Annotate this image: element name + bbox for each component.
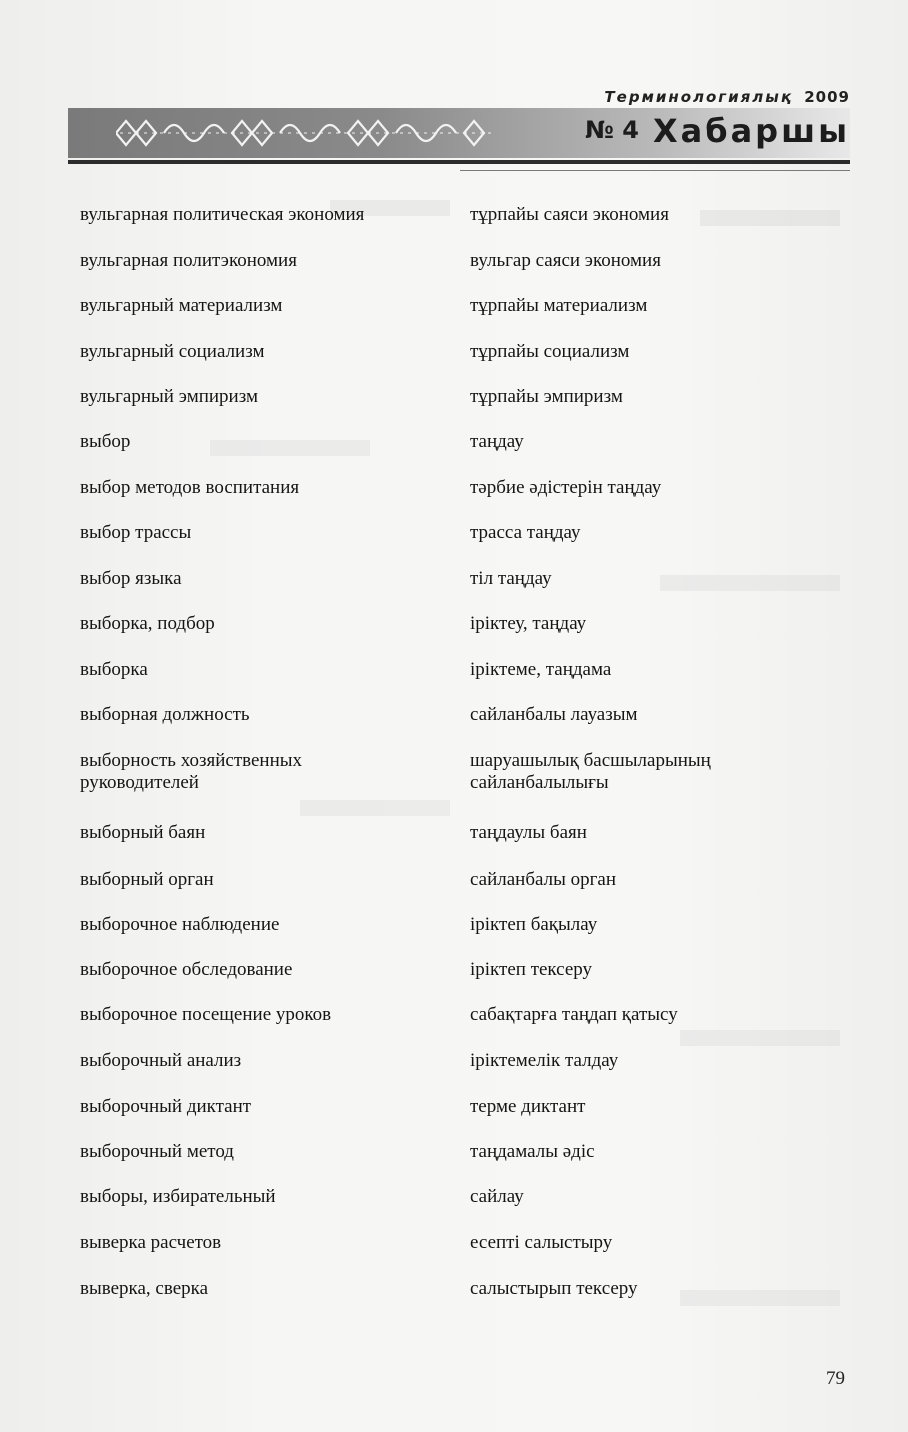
kazakh-term: тұрпайы материализм bbox=[470, 295, 648, 316]
kazakh-term: іріктеп бақылау bbox=[470, 914, 598, 935]
header-thin-rule bbox=[460, 170, 850, 171]
kazakh-term: іріктемелік талдау bbox=[470, 1050, 619, 1071]
issue-title bbox=[585, 112, 850, 150]
kazakh-term: вульгар саяси экономия bbox=[470, 250, 661, 271]
russian-term: выверка, сверка bbox=[80, 1278, 209, 1299]
kazakh-term: тұрпайы эмпиризм bbox=[470, 386, 623, 407]
russian-term: выборы, избирательный bbox=[80, 1186, 276, 1207]
kazakh-term: іріктеп тексеру bbox=[470, 959, 593, 980]
kazakh-term: есепті салыстыру bbox=[470, 1232, 613, 1253]
issue-name: Хабаршы bbox=[652, 112, 850, 150]
russian-term: выбор методов воспитания bbox=[80, 477, 300, 498]
russian-term: выборочное наблюдение bbox=[80, 914, 280, 935]
kazakh-term: шаруашылық басшыларының сайланбалылығы bbox=[470, 750, 711, 793]
russian-term: выбор bbox=[80, 431, 131, 452]
russian-term: выборный орган bbox=[80, 869, 214, 890]
kazakh-term: сабақтарға таңдап қатысу bbox=[470, 1004, 678, 1025]
bleed-through-mark bbox=[680, 1030, 840, 1046]
russian-term: выборочный диктант bbox=[80, 1096, 252, 1117]
russian-term: выбор трассы bbox=[80, 522, 192, 543]
header-rule bbox=[68, 160, 850, 164]
ornament-icon bbox=[116, 113, 496, 153]
russian-term: выборка bbox=[80, 659, 148, 680]
russian-term: выборка, подбор bbox=[80, 613, 215, 634]
russian-term: выборочное обследование bbox=[80, 959, 293, 980]
russian-term: выборочный анализ bbox=[80, 1050, 242, 1071]
russian-term: вульгарный социализм bbox=[80, 341, 265, 362]
kazakh-term: трасса таңдау bbox=[470, 522, 581, 543]
journal-name: Терминологиялық bbox=[604, 88, 794, 106]
kazakh-term: таңдамалы әдіс bbox=[470, 1141, 595, 1162]
kazakh-term: сайланбалы орган bbox=[470, 869, 617, 890]
kazakh-term: іріктеме, таңдама bbox=[470, 659, 612, 680]
journal-year: 2009 bbox=[804, 88, 850, 106]
kazakh-term: тұрпайы социализм bbox=[470, 341, 630, 362]
journal-title-line bbox=[604, 88, 850, 106]
kazakh-term: таңдаулы баян bbox=[470, 822, 587, 843]
bleed-through-mark bbox=[300, 800, 450, 816]
kazakh-term: іріктеу, таңдау bbox=[470, 613, 587, 634]
kazakh-term: тәрбие әдістерін таңдау bbox=[470, 477, 662, 498]
kazakh-term: салыстырып тексеру bbox=[470, 1278, 638, 1299]
russian-term: выборный баян bbox=[80, 822, 206, 843]
header-band bbox=[68, 108, 850, 158]
kazakh-term: сайланбалы лауазым bbox=[470, 704, 638, 725]
russian-term: вульгарная политическая экономия bbox=[80, 204, 365, 225]
page-number: 79 bbox=[826, 1368, 845, 1389]
kazakh-term: тіл таңдау bbox=[470, 568, 552, 589]
russian-term: выверка расчетов bbox=[80, 1232, 222, 1253]
russian-term: вульгарная политэкономия bbox=[80, 250, 297, 271]
kazakh-term: терме диктант bbox=[470, 1096, 586, 1117]
kazakh-term: сайлау bbox=[470, 1186, 524, 1207]
issue-number: № 4 bbox=[585, 116, 639, 144]
russian-term: выборочный метод bbox=[80, 1141, 234, 1162]
russian-term: выборочное посещение уроков bbox=[80, 1004, 332, 1025]
kazakh-term: тұрпайы саяси экономия bbox=[470, 204, 669, 225]
russian-term: вульгарный материализм bbox=[80, 295, 283, 316]
kazakh-term: таңдау bbox=[470, 431, 524, 452]
russian-term: выборность хозяйственных руководителей bbox=[80, 750, 303, 793]
russian-term: выборная должность bbox=[80, 704, 250, 725]
russian-term: выбор языка bbox=[80, 568, 182, 589]
russian-term: вульгарный эмпиризм bbox=[80, 386, 258, 407]
